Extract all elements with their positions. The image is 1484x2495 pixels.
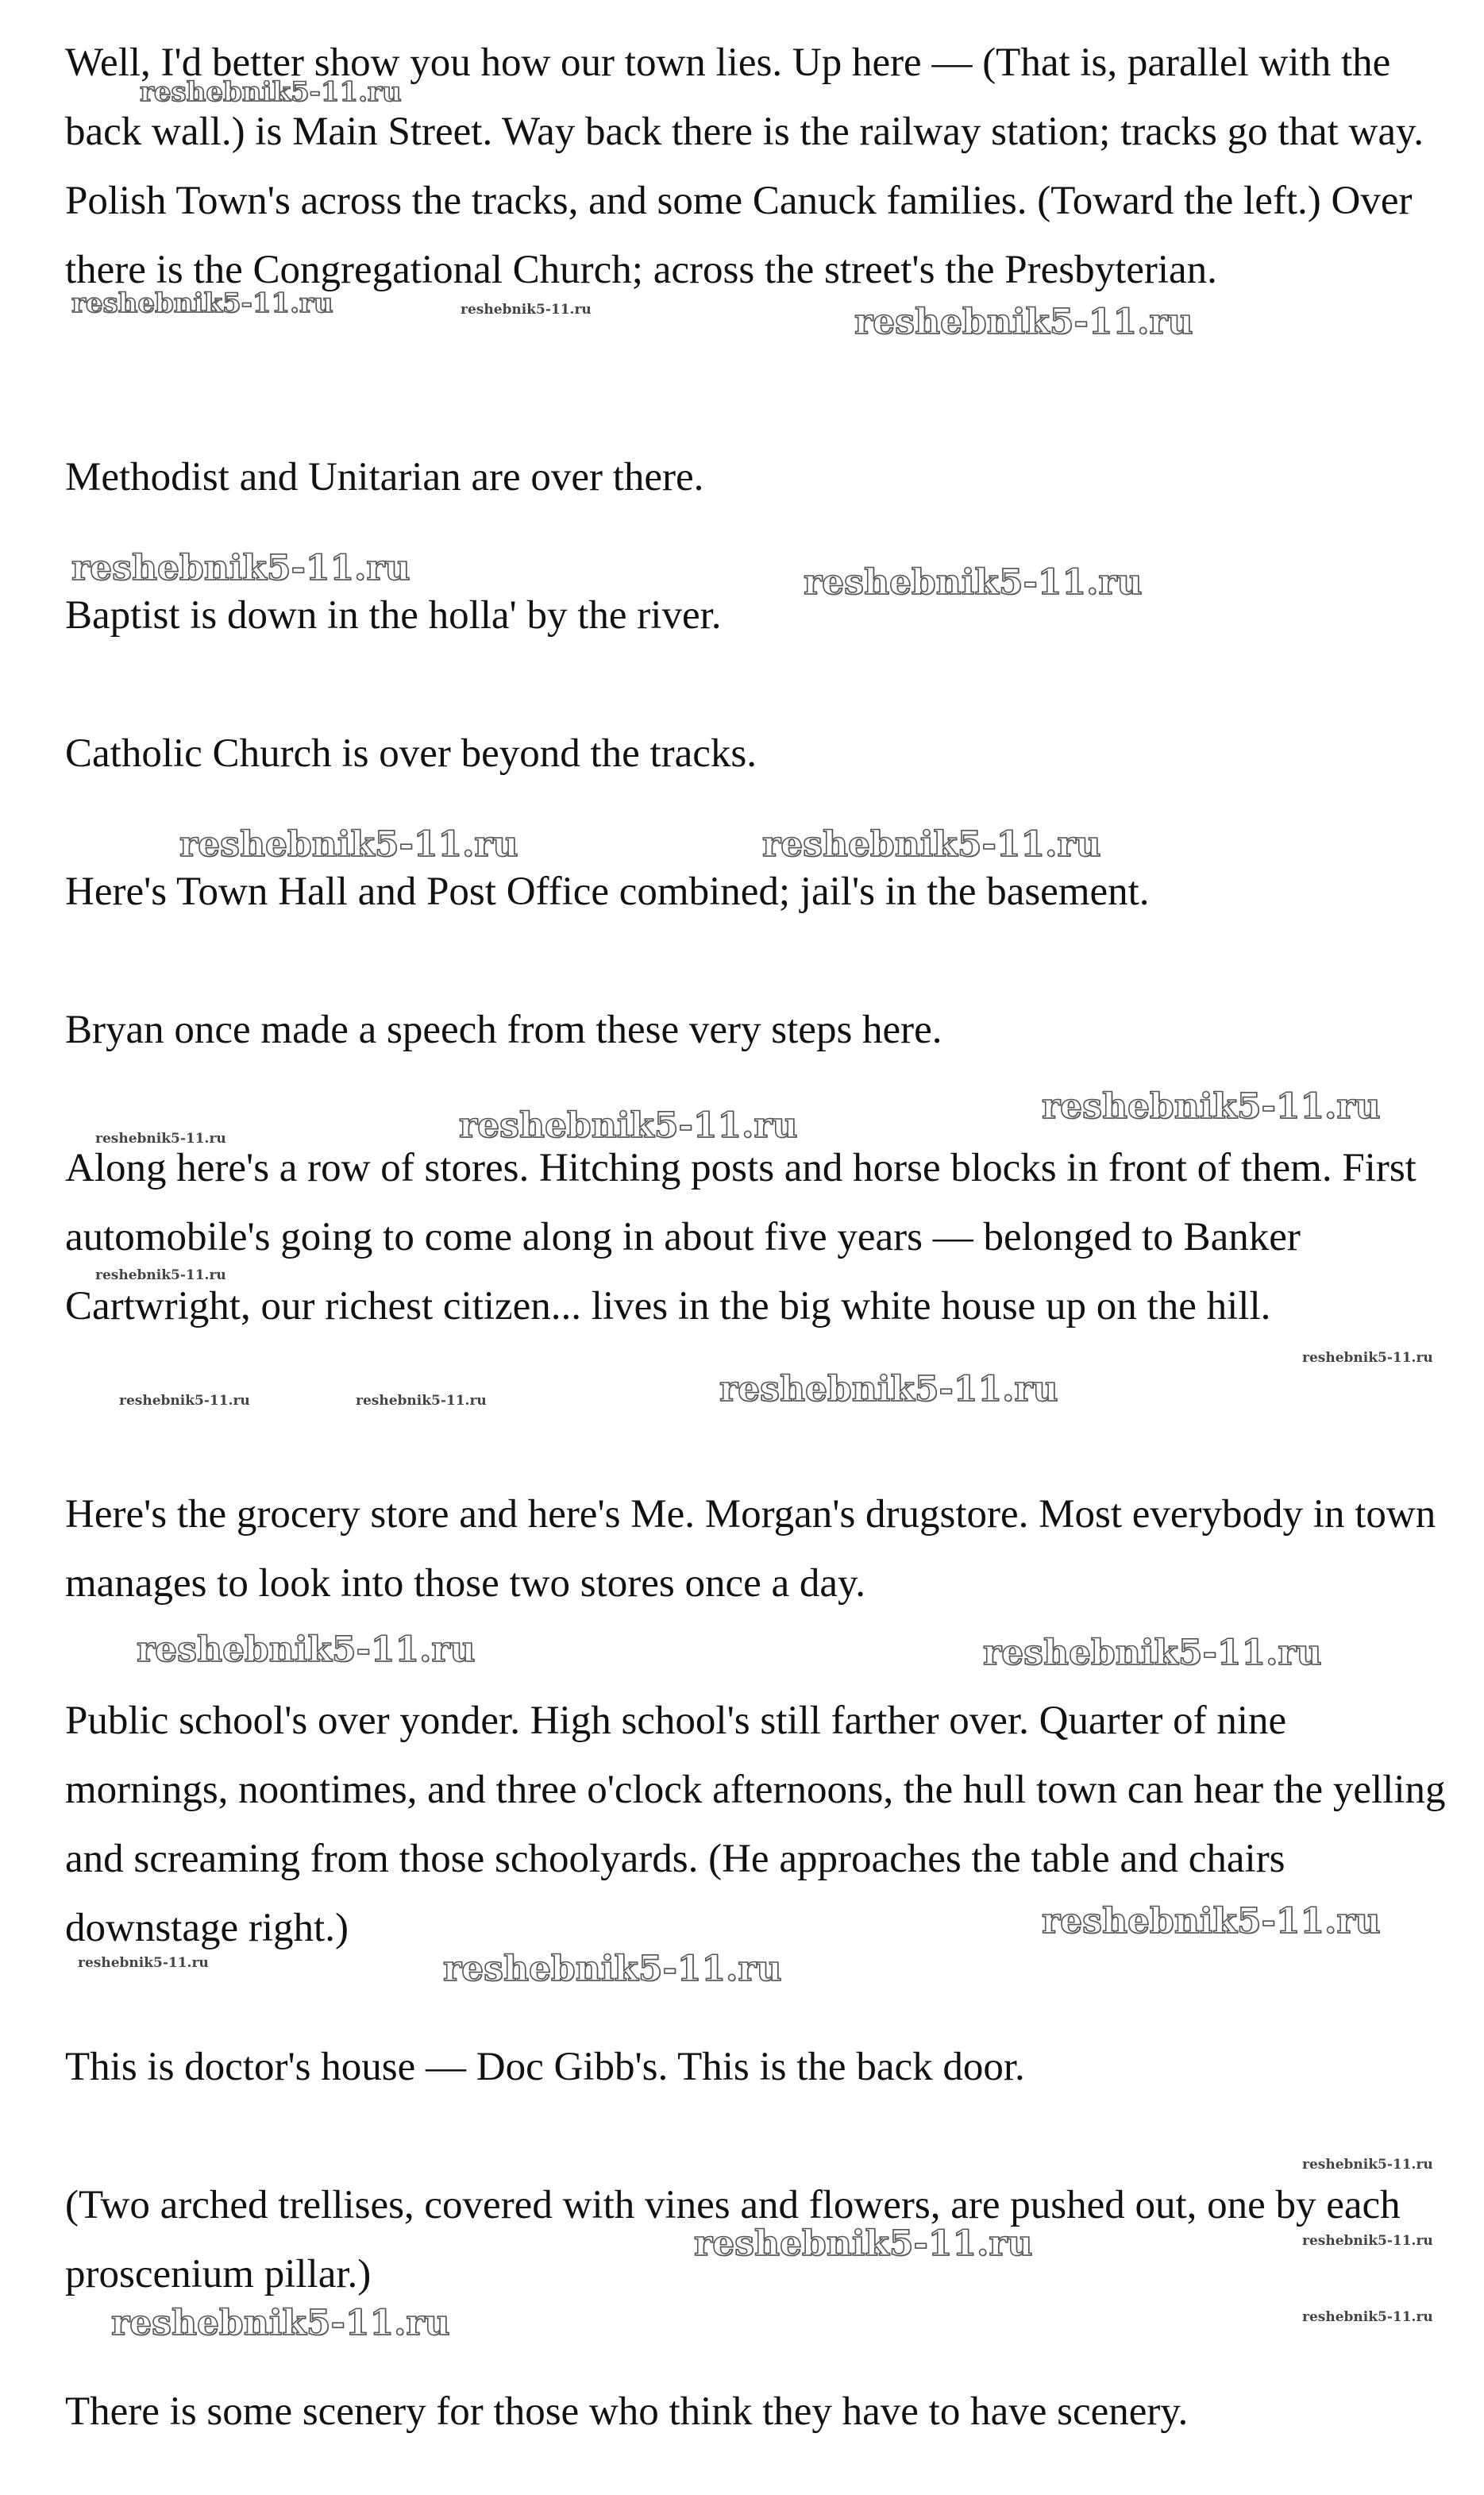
watermark: reshebnik5-11.ru bbox=[1042, 1901, 1381, 1942]
watermark: reshebnik5-11.ru bbox=[1302, 2233, 1433, 2249]
watermark: reshebnik5-11.ru bbox=[443, 1949, 782, 1989]
watermark: reshebnik5-11.ru bbox=[71, 548, 411, 588]
watermark: reshebnik5-11.ru bbox=[1302, 1350, 1433, 1366]
watermark: reshebnik5-11.ru bbox=[461, 302, 592, 318]
watermark: reshebnik5-11.ru bbox=[137, 1629, 476, 1670]
watermark: reshebnik5-11.ru bbox=[111, 2303, 450, 2343]
watermark: reshebnik5-11.ru bbox=[1042, 1086, 1381, 1127]
watermark: reshebnik5-11.ru bbox=[983, 1633, 1322, 1673]
watermark: reshebnik5-11.ru bbox=[694, 2223, 1033, 2264]
watermark: reshebnik5-11.ru bbox=[119, 1393, 250, 1409]
watermark: reshebnik5-11.ru bbox=[95, 1131, 226, 1147]
paragraph-town-hall: Here's Town Hall and Post Office combined; jail's in the basement. bbox=[65, 870, 1150, 914]
paragraph-trellises: (Two arched trellises, covered with vines and flowers, are pushed out, one by each proscenium pillar.) bbox=[65, 2183, 1401, 2296]
watermark: reshebnik5-11.ru bbox=[356, 1393, 487, 1409]
watermark: reshebnik5-11.ru bbox=[719, 1369, 1058, 1409]
watermark: reshebnik5-11.ru bbox=[804, 562, 1143, 603]
watermark: reshebnik5-11.ru bbox=[179, 824, 518, 865]
watermark: reshebnik5-11.ru bbox=[459, 1105, 798, 1146]
watermark: reshebnik5-11.ru bbox=[1302, 2309, 1433, 2325]
paragraph-doctor-house: This is doctor's house — Doc Gibb's. This is the back door. bbox=[65, 2045, 1025, 2089]
paragraph-catholic: Catholic Church is over beyond the tracks. bbox=[65, 731, 757, 776]
watermark: reshebnik5-11.ru bbox=[95, 1267, 226, 1283]
paragraph-methodist: Methodist and Unitarian are over there. bbox=[65, 455, 704, 499]
paragraph-scenery: There is some scenery for those who think they have to have scenery. bbox=[65, 2389, 1189, 2434]
watermark: reshebnik5-11.ru bbox=[78, 1955, 209, 1971]
watermark: reshebnik5-11.ru bbox=[854, 302, 1193, 342]
paragraph-grocery: Here's the grocery store and here's Me. Morgan's drugstore. Most everybody in town manages to look into those two stores once a day. bbox=[65, 1492, 1436, 1606]
watermark: reshebnik5-11.ru bbox=[140, 76, 402, 108]
paragraph-bryan: Bryan once made a speech from these very steps here. bbox=[65, 1008, 942, 1052]
paragraph-baptist: Baptist is down in the holla' by the river. bbox=[65, 593, 722, 638]
watermark: reshebnik5-11.ru bbox=[762, 824, 1101, 865]
paragraph-school: Public school's over yonder. High school's still farther over. Quarter of nine mornings, noontimes, and three o'clock afternoons, the hull town can hear the yelling and screaming from those schoolyards. (He approaches the table and chairs downstage right.) bbox=[65, 1699, 1446, 1950]
watermark: reshebnik5-11.ru bbox=[71, 287, 333, 319]
paragraph-town-layout: Well, I'd better show you how our town lies. Up here — (That is, parallel with the back wall.) is Main Street. Way back there is the railway station; tracks go that way. Polish Town's across the tracks, and some Canuck families. (Toward the left.) Over there is the Congregational Church; across the street's the Presbyterian. bbox=[65, 40, 1424, 292]
paragraph-stores: Along here's a row of stores. Hitching posts and horse blocks in front of them. First automobile's going to come along in about five years — belonged to Banker Cartwright, our richest citizen... lives in the big white house up on the hill. bbox=[65, 1146, 1417, 1328]
watermark: reshebnik5-11.ru bbox=[1302, 2157, 1433, 2173]
